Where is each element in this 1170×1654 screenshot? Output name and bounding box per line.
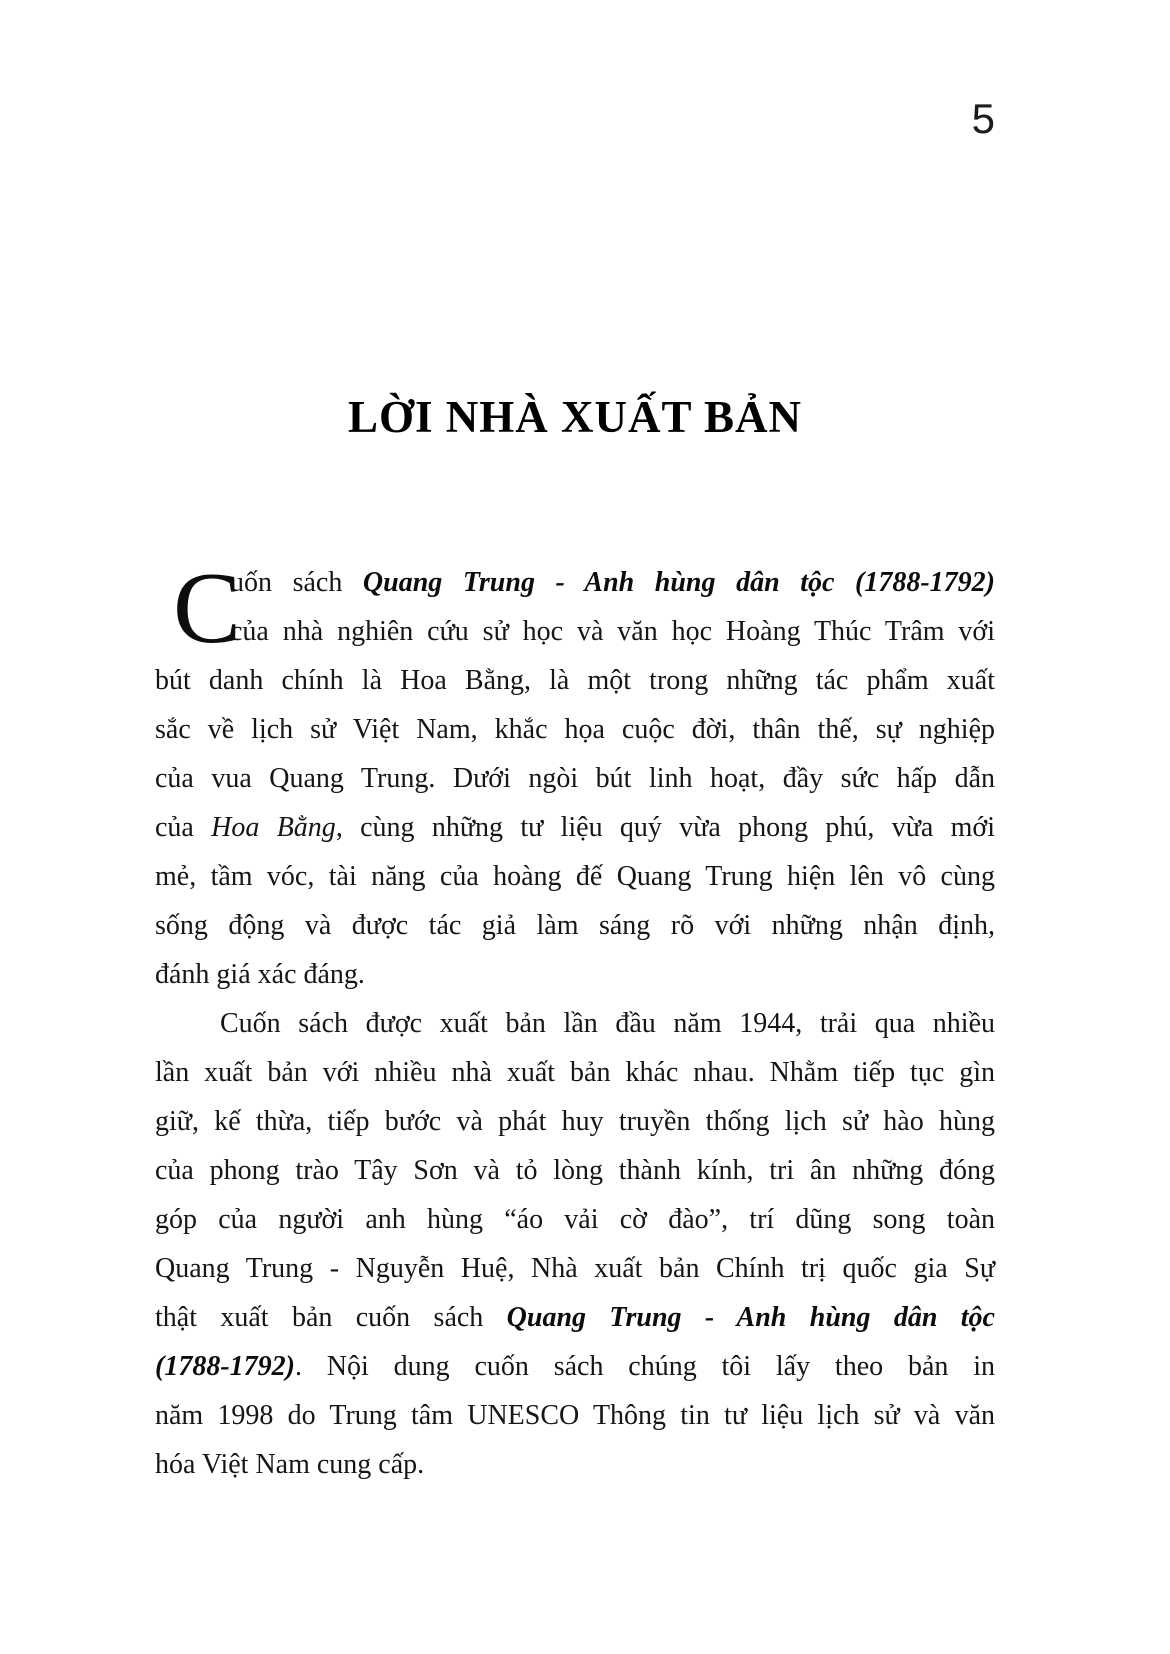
text-segment-plain: sắc về lịch sử Việt Nam, khắc họa cuộc đời, thân thế, sự nghiệp bbox=[155, 714, 995, 745]
text-segment-plain: uốn sách bbox=[230, 567, 363, 598]
text-segment-plain: của bbox=[155, 812, 212, 843]
text-line bbox=[155, 852, 995, 901]
paragraph bbox=[155, 999, 995, 1489]
text-line bbox=[155, 1097, 995, 1146]
text-line bbox=[155, 901, 995, 950]
text-segment-plain: hóa Việt Nam cung cấp. bbox=[155, 1449, 425, 1480]
text-segment-plain: lần xuất bản với nhiều nhà xuất bản khác nhau. Nhằm tiếp tục gìn bbox=[155, 1057, 995, 1088]
text-line bbox=[155, 1391, 995, 1440]
text-segment-bold-italic: (1788-1792) bbox=[155, 1351, 295, 1382]
drop-cap: C bbox=[173, 552, 242, 665]
text-line bbox=[155, 1146, 995, 1195]
text-segment-plain: bút danh chính là Hoa Bằng, là một trong những tác phẩm xuất bbox=[155, 665, 995, 696]
text-line bbox=[155, 1293, 995, 1342]
text-segment-bold-italic: Quang Trung - Anh hùng dân tộc (1788-1792) bbox=[362, 567, 995, 598]
text-line bbox=[155, 1195, 995, 1244]
text-segment-italic: Hoa Bằng bbox=[211, 812, 336, 843]
text-segment-plain: giữ, kế thừa, tiếp bước và phát huy truyền thống lịch sử hào hùng bbox=[155, 1106, 995, 1137]
text-line bbox=[155, 558, 995, 607]
body-text bbox=[155, 552, 996, 1489]
text-line bbox=[155, 1048, 995, 1097]
text-line bbox=[155, 754, 995, 803]
page-title: LỜI NHÀ XUẤT BẢN bbox=[348, 392, 802, 442]
text-line bbox=[155, 705, 995, 754]
text-segment-plain: Quang Trung - Nguyễn Huệ, Nhà xuất bản Chính trị quốc gia Sự bbox=[155, 1253, 995, 1284]
text-line bbox=[155, 1244, 995, 1293]
text-segment-plain: của vua Quang Trung. Dưới ngòi bút linh hoạt, đầy sức hấp dẫn bbox=[155, 763, 995, 794]
text-line bbox=[155, 607, 995, 656]
text-line bbox=[155, 1440, 995, 1489]
page-number: 5 bbox=[971, 95, 995, 142]
text-line bbox=[155, 950, 995, 999]
text-segment-plain: thật xuất bản cuốn sách bbox=[155, 1302, 507, 1333]
text-segment-plain: góp của người anh hùng “áo vải cờ đào”, trí dũng song toàn bbox=[155, 1204, 995, 1235]
text-segment-plain: mẻ, tầm vóc, tài năng của hoàng đế Quang Trung hiện lên vô cùng bbox=[155, 861, 995, 892]
text-line bbox=[155, 999, 995, 1048]
text-segment-plain: năm 1998 do Trung tâm UNESCO Thông tin tư liệu lịch sử và văn bbox=[155, 1400, 995, 1431]
text-line bbox=[155, 656, 995, 705]
text-segment-plain: , cùng những tư liệu quý vừa phong phú, vừa mới bbox=[335, 812, 996, 843]
text-line bbox=[155, 803, 995, 852]
text-segment-plain: đánh giá xác đáng. bbox=[155, 959, 365, 990]
paragraph bbox=[155, 552, 996, 999]
text-segment-plain: của phong trào Tây Sơn và tỏ lòng thành kính, tri ân những đóng bbox=[155, 1155, 995, 1186]
text-segment-plain: sống động và được tác giả làm sáng rõ với những nhận định, bbox=[155, 910, 995, 941]
text-segment-plain: . Nội dung cuốn sách chúng tôi lấy theo bản in bbox=[294, 1351, 995, 1382]
text-line bbox=[155, 1342, 995, 1391]
text-segment-plain: Cuốn sách được xuất bản lần đầu năm 1944, trải qua nhiều bbox=[220, 1008, 995, 1039]
text-segment-plain: của nhà nghiên cứu sử học và văn học Hoàng Thúc Trâm với bbox=[230, 616, 995, 647]
text-segment-bold-italic: Quang Trung - Anh hùng dân tộc bbox=[506, 1302, 995, 1333]
